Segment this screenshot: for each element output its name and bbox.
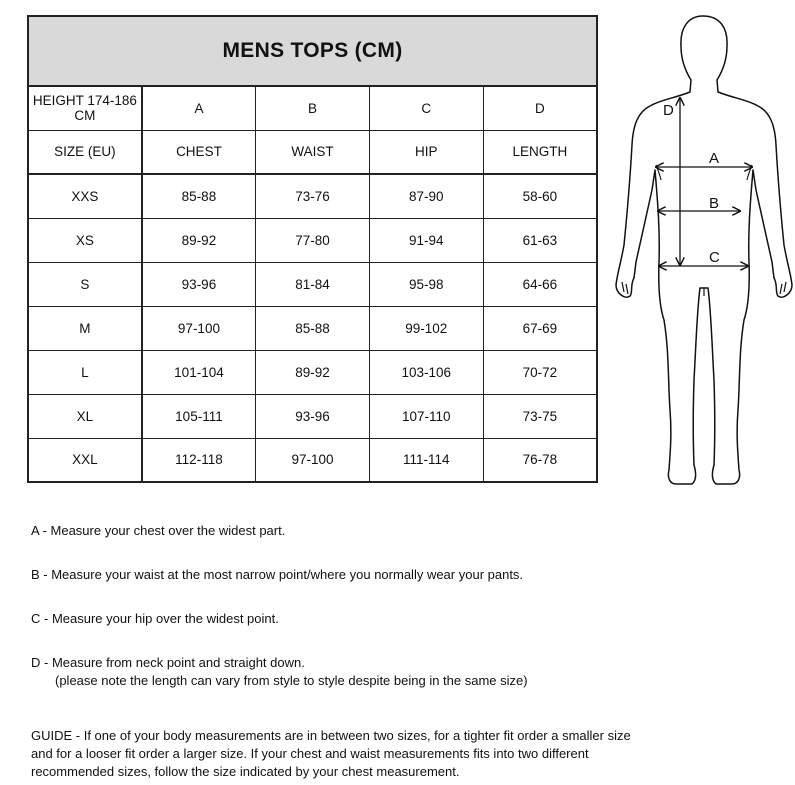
header-row-measure-names: [28, 130, 597, 174]
length-cell: 67-69: [483, 306, 597, 350]
table-row: [28, 394, 597, 438]
chest-cell: 101-104: [142, 350, 256, 394]
right-hand-fingers: [780, 282, 786, 294]
size-cell: XL: [28, 394, 142, 438]
size-cell: S: [28, 262, 142, 306]
header-row-measure-letters: [28, 86, 597, 130]
hip-cell: 87-90: [369, 174, 483, 218]
table-title: MENS TOPS (CM): [28, 16, 597, 86]
table-row: [28, 438, 597, 482]
note-d-line-1: D - Measure from neck point and straight down.: [31, 655, 305, 670]
length-cell: 58-60: [483, 174, 597, 218]
note-a: A - Measure your chest over the widest part.: [31, 523, 286, 538]
waist-cell: 89-92: [256, 350, 370, 394]
table-row: [28, 306, 597, 350]
size-cell: XXL: [28, 438, 142, 482]
chest-cell: 105-111: [142, 394, 256, 438]
hip-cell: 103-106: [369, 350, 483, 394]
hip-cell: 95-98: [369, 262, 483, 306]
note-c: C - Measure your hip over the widest point.: [31, 611, 279, 626]
table-row: [28, 218, 597, 262]
label-b: B: [709, 195, 720, 212]
chest-cell: 97-100: [142, 306, 256, 350]
label-d: D: [663, 102, 674, 119]
hip-cell: 107-110: [369, 394, 483, 438]
waist-cell: 93-96: [256, 394, 370, 438]
hip-cell: 91-94: [369, 218, 483, 262]
note-d-line-2: (please note the length can vary from style to style despite being in the same size): [55, 673, 528, 688]
label-a: A: [709, 150, 720, 167]
length-cell: 76-78: [483, 438, 597, 482]
waist-cell: 73-76: [256, 174, 370, 218]
note-d: [31, 654, 528, 690]
size-cell: M: [28, 306, 142, 350]
hip-cell: 111-114: [369, 438, 483, 482]
chest-cell: 89-92: [142, 218, 256, 262]
body-measurement-figure: [605, 10, 795, 490]
chest-cell: 85-88: [142, 174, 256, 218]
header-cell-waist: WAIST: [256, 130, 370, 174]
length-cell: 61-63: [483, 218, 597, 262]
size-header-cell: SIZE (EU): [28, 130, 142, 174]
header-cell-c: C: [369, 86, 483, 130]
chest-cell: 112-118: [142, 438, 256, 482]
size-chart-table: [27, 15, 598, 483]
header-cell-chest: CHEST: [142, 130, 256, 174]
height-header-cell: HEIGHT 174-186 CM: [28, 86, 142, 130]
size-cell: L: [28, 350, 142, 394]
table-row: [28, 174, 597, 218]
guide-line-3: recommended sizes, follow the size indicated by your chest measurement.: [31, 764, 460, 779]
length-cell: 73-75: [483, 394, 597, 438]
guide-note: [31, 727, 631, 781]
chest-cell: 93-96: [142, 262, 256, 306]
waist-cell: 85-88: [256, 306, 370, 350]
length-cell: 70-72: [483, 350, 597, 394]
guide-line-2: and for a looser fit order a larger size. If your chest and waist measurements fits into two different: [31, 746, 589, 761]
size-cell: XXS: [28, 174, 142, 218]
header-cell-a: A: [142, 86, 256, 130]
length-cell: 64-66: [483, 262, 597, 306]
header-cell-length: LENGTH: [483, 130, 597, 174]
table-row: [28, 262, 597, 306]
waist-cell: 81-84: [256, 262, 370, 306]
guide-line-1: GUIDE - If one of your body measurements are in between two sizes, for a tighter fit order a smaller size: [31, 728, 631, 743]
header-cell-hip: HIP: [369, 130, 483, 174]
size-cell: XS: [28, 218, 142, 262]
table-row: [28, 350, 597, 394]
label-c: C: [709, 249, 720, 266]
waist-cell: 77-80: [256, 218, 370, 262]
body-outline: [616, 16, 792, 484]
note-b: B - Measure your waist at the most narrow point/where you normally wear your pants.: [31, 567, 524, 582]
header-cell-b: B: [256, 86, 370, 130]
header-cell-d: D: [483, 86, 597, 130]
hip-cell: 99-102: [369, 306, 483, 350]
left-hand-fingers: [622, 282, 628, 294]
waist-cell: 97-100: [256, 438, 370, 482]
